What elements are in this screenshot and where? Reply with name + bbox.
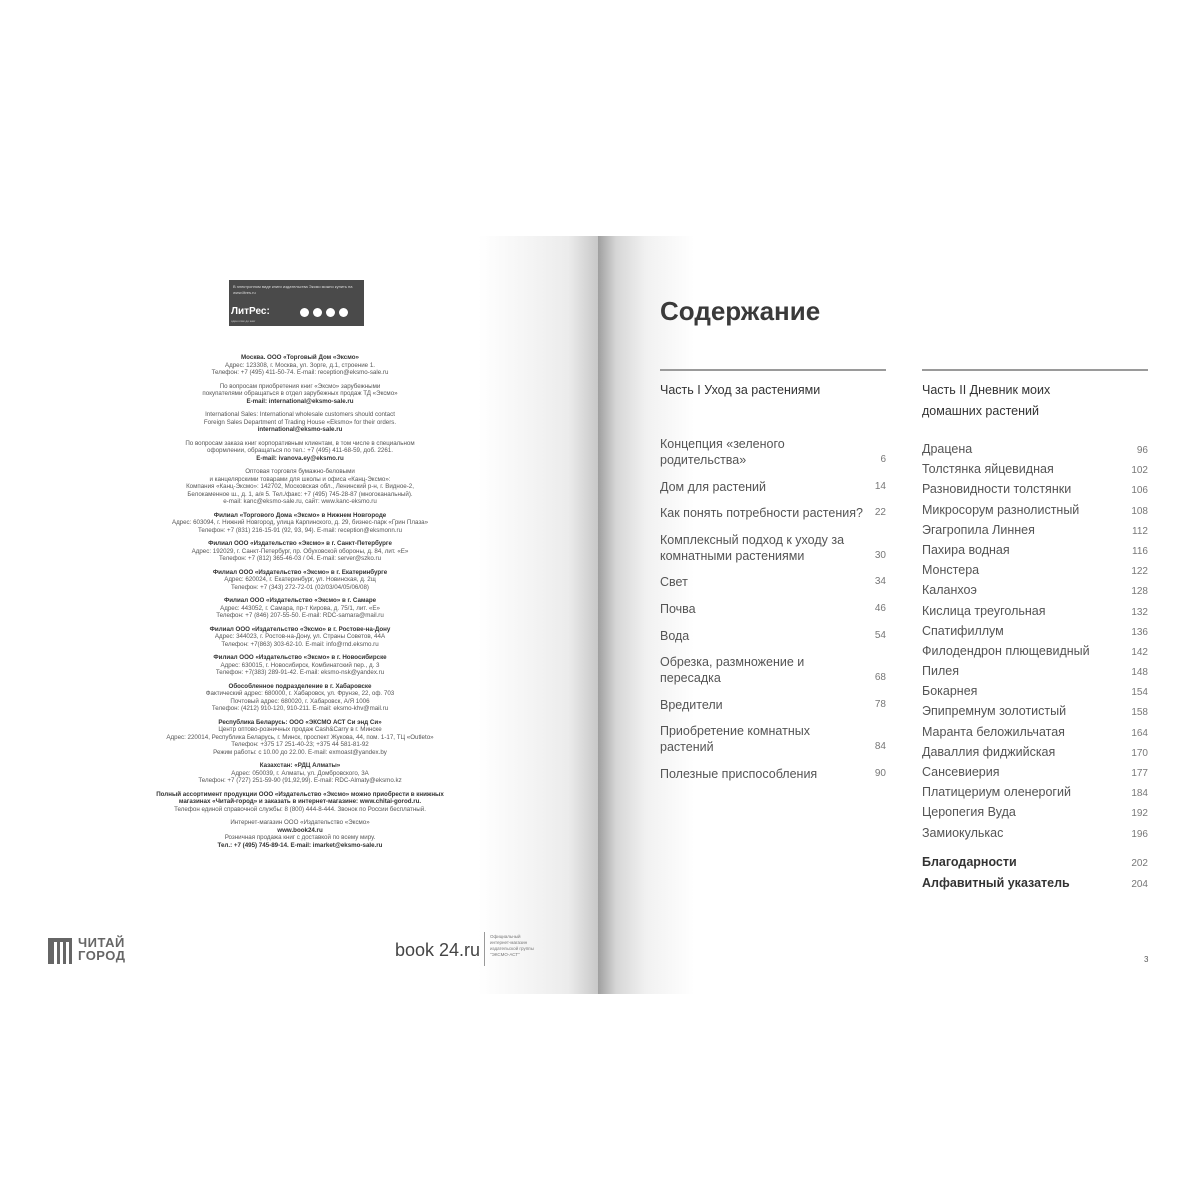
toc-entry: [922, 461, 1148, 481]
toc-entry-title: Толстянка яйцевидная: [922, 462, 1054, 477]
toc-entry: [922, 875, 1148, 896]
imprint-line: Москва. ООО «Торговый Дом «Эксмо»: [241, 354, 359, 361]
imprint-line: Телефон: +7 (812) 365-46-03 / 04. E-mail: server@szko.ru: [218, 555, 382, 562]
toc-entry-title: Микросорум разнолистный: [922, 502, 1080, 517]
toc-entry-title: Полезные приспособления: [660, 766, 818, 781]
toc-entry-title: Приобретение комнатных растений: [660, 724, 810, 755]
imprint-line: Тел.: +7 (495) 745-89-14. E-mail: imarket@eksmo-sale.ru: [217, 841, 383, 849]
imprint-line: E-mail: ivanova.ey@eksmo.ru: [256, 454, 344, 462]
toc-entry: [922, 784, 1148, 804]
toc-entry-title: Пахира водная: [922, 542, 1010, 557]
page-number: 3: [1144, 955, 1149, 964]
litres-logo: ЛитРес:: [231, 306, 270, 317]
toc-entry: [922, 643, 1148, 663]
toc-entry: [660, 532, 886, 564]
imprint-line: Адрес: 603094, г. Нижний Новгород, улица Карпинского, д. 29, бизнес-парк «Грин Плаза»: [171, 519, 429, 526]
imprint-line: Адрес: 630015, г. Новосибирск, Комбинатский пер., д. 3: [220, 661, 380, 669]
toc-entry: [660, 766, 886, 782]
toc-entry-page: 84: [874, 741, 886, 753]
toc-entry-title: Дом для растений: [660, 479, 767, 494]
imprint-line: E-mail: international@eksmo-sale.ru: [246, 397, 354, 405]
toc-entry: [660, 479, 886, 495]
toc-entry-title: Спатифиллум: [922, 623, 1004, 638]
toc-entry: [660, 723, 886, 755]
toc-entry: [922, 764, 1148, 784]
left-page: [0, 236, 598, 994]
toc-title: Содержание: [660, 296, 821, 326]
toc-entry-page: 204: [1131, 879, 1148, 890]
toc-entry-title: Замиокулькас: [922, 825, 1004, 840]
imprint-line: Интернет-магазин ООО «Издательство «Эксмо»: [230, 819, 370, 826]
toc-entry-page: 34: [874, 576, 886, 588]
toc-entry-page: 102: [1131, 465, 1148, 477]
toc-entry-title: Эпипремнум золотистый: [922, 704, 1067, 719]
toc-entry-page: 170: [1131, 747, 1148, 759]
toc-entry-page: 54: [874, 629, 886, 641]
toc-entry: [660, 574, 886, 590]
imprint-line: Филиал ООО «Издательство «Эксмо» в г. Самаре: [223, 597, 377, 604]
toc-entry-page: 148: [1131, 667, 1148, 679]
toc-entry-page: 192: [1131, 808, 1148, 820]
toc-entry-page: 112: [1132, 525, 1148, 537]
part2-rule: [922, 369, 1148, 371]
imprint-line: Телефон: +7(863) 303-62-10. E-mail: info@rnd.eksmo.ru: [221, 640, 379, 648]
toc-entry-title: Даваллия фиджийская: [922, 744, 1056, 759]
toc-entry: [660, 697, 886, 713]
imprint-line: По вопросам приобретения книг «Эксмо» зарубежными: [219, 382, 381, 390]
toc-entry-page: 106: [1131, 485, 1148, 497]
toc-entry: [922, 441, 1148, 461]
part2-title: Часть II Дневник моих домашних растений: [922, 383, 1051, 418]
imprint-line: Телефон единой справочной службы: 8 (800) 444-8-444. Звонок по России бесплатный.: [174, 805, 426, 813]
toc-entry-title: Монстера: [922, 563, 980, 578]
imprint-line: Полный ассортимент продукции ООО «Издательство «Эксмо» можно приобрести в книжных: [156, 790, 444, 798]
imprint-line: Телефон: +7 (343) 272-72-01 (02/03/04/05/06/08): [231, 583, 369, 591]
toc-entry: [922, 663, 1148, 683]
toc-entry-title: Маранта беложильчатая: [922, 724, 1065, 739]
imprint-line: Филиал ООО «Издательство «Эксмо» в г. Екатеринбурге: [212, 568, 388, 576]
toc-entry-page: 68: [874, 672, 886, 684]
imprint-line: Режим работы: с 10.00 до 22.00. E-mail: exmoast@yandex.by: [213, 748, 387, 756]
imprint-line: Фактический адрес: 680000, г. Хабаровск, ул. Фрунзе, 22, оф. 703: [205, 690, 395, 697]
toc-entry-title: Платицериум оленерогий: [922, 785, 1071, 800]
imprint-line: Адрес: 192029, г. Санкт-Петербург, пр. Обуховской обороны, д. 84, лит. «Е»: [191, 547, 409, 555]
toc-entry-page: 202: [1131, 858, 1148, 869]
toc-entry: [922, 502, 1148, 522]
toc-entry: [922, 603, 1148, 623]
toc-entry: [922, 542, 1148, 562]
imprint-line: international@eksmo-sale.ru: [257, 426, 343, 433]
toc-entry-page: 196: [1131, 828, 1148, 840]
imprint-line: Foreign Sales Department of Trading House «Eksmo» for their orders.: [203, 418, 397, 426]
toc-entry-page: 30: [874, 549, 886, 561]
android-icon: [313, 308, 322, 317]
imprint-line: Филиал «Торгового Дома «Эксмо» в Нижнем Новгороде: [213, 511, 387, 519]
imprint-line: Розничная продажа книг с доставкой по всему миру.: [224, 834, 376, 841]
toc-entry-title: Свет: [660, 575, 688, 590]
imprint-line: Адрес: 220014, Республика Беларусь, г. Минск, проспект Жукова, 44, пом. 1-17, ТЦ «Outleto»: [166, 733, 434, 741]
publisher-imprint: [150, 354, 450, 849]
toc-entry-title: Вода: [660, 628, 690, 643]
toc-entry: [922, 703, 1148, 723]
toc-entry-page: 142: [1131, 646, 1148, 658]
imprint-line: Телефон: +7 (727) 251-59-90 (91,92,99). E-mail: RDC-Almaty@eksmo.kz: [198, 777, 402, 784]
toc-entry-title: Кислица треугольная: [922, 603, 1046, 618]
imprint-line: оформлении, обращаться по тел.: +7 (495) 411-68-59, доб. 2261.: [207, 447, 393, 454]
book-icon: [48, 938, 72, 964]
toc-entry-page: 22: [874, 507, 886, 519]
imprint-line: Адрес: 123308, г. Москва, ул. Зорге, д.1, строение 1.: [224, 361, 376, 369]
apple-icon: [300, 308, 309, 317]
imprint-line: Телефон: +7 (831) 216-15-91 (92, 93, 94). E-mail: reception@eksmonn.ru: [197, 526, 403, 534]
imprint-line: покупателями обращаться в отдел зарубежных продаж ТД «Эксмо»: [202, 390, 398, 397]
toc-entry-title: Почва: [660, 601, 696, 616]
part2-toc-list: [922, 441, 1148, 845]
litres-logo-sub: один клик до книг: [231, 319, 256, 323]
toc-entry-title: Как понять потребности растения?: [660, 506, 863, 521]
toc-entry: [922, 522, 1148, 542]
toc-entry-page: 136: [1131, 626, 1148, 638]
chitai-logo-line2: ГОРОД: [78, 948, 126, 963]
toc-entry-page: 158: [1131, 707, 1148, 719]
toc-entry: [922, 582, 1148, 602]
toc-entry: [922, 724, 1148, 744]
imprint-line: e-mail: kanc@eksmo-sale.ru, сайт: www.kanc-eksmo.ru: [223, 498, 377, 505]
imprint-line: Адрес: 344023, г. Ростов-на-Дону, ул. Страны Советов, 44А: [214, 633, 386, 640]
windows-icon: [339, 308, 348, 317]
imprint-line: Адрес: 443052, г. Самара, пр-т Кирова, д. 75/1, лит. «Е»: [220, 604, 380, 612]
toc-entry: [660, 505, 886, 521]
toc-entry-page: 116: [1132, 545, 1148, 557]
toc-entry-page: 164: [1131, 727, 1148, 739]
toc-entry-page: 108: [1131, 505, 1148, 517]
imprint-line: Республика Беларусь: ООО «ЭКСМО АСТ Си энд Си»: [218, 718, 382, 726]
book24-note: Официальный интернет-магазин издательской группы "ЭКСМО-АСТ": [490, 934, 534, 957]
toc-entry: [922, 825, 1148, 845]
imprint-line: Оптовая торговля бумажно-беловыми: [245, 468, 355, 475]
toc-entry: [660, 654, 886, 686]
toc-entry-title: Обрезка, размножение и пересадка: [660, 655, 805, 686]
imprint-line: Телефон: +7 (495) 411-50-74. E-mail: reception@eksmo-sale.ru: [211, 369, 389, 376]
divider: [484, 932, 485, 966]
toc-entry: [922, 481, 1148, 501]
imprint-line: Адрес: 620024, г. Екатеринбург, ул. Новинская, д. 2щ: [224, 576, 376, 583]
toc-entry-page: 177: [1131, 768, 1148, 779]
imprint-line: По вопросам заказа книг корпоративным клиентам, в том числе в специальном: [185, 439, 415, 447]
toc-entry-title: Благодарности: [922, 855, 1017, 869]
toc-entry-title: Каланхоэ: [922, 583, 977, 598]
extras-toc-list: [922, 854, 1148, 896]
chitai-logo-line1: ЧИТАЙ: [78, 935, 125, 950]
right-page: [598, 236, 1200, 994]
toc-entry-title: Комплексный подход к уходу за комнатными растениями: [660, 532, 845, 563]
toc-entry-title: Пилея: [922, 664, 959, 679]
toc-entry-page: 128: [1131, 586, 1148, 598]
imprint-line: и канцелярскими товарами для школы и офиса «Канц-Эксмо»:: [209, 475, 391, 483]
imprint-line: Телефон: +7(383) 289-91-42. E-mail: eksmo-nsk@yandex.ru: [215, 669, 385, 676]
imprint-line: Казахстан: «РДЦ Алматы»: [259, 762, 341, 769]
imprint-line: Филиал ООО «Издательство «Эксмо» в г. Санкт-Петербурге: [208, 540, 392, 547]
toc-entry-title: Церопегия Вуда: [922, 805, 1016, 820]
toc-entry-title: Концепция «зеленого родительства»: [660, 437, 785, 467]
toc-entry-title: Разновидности толстянки: [922, 482, 1072, 497]
imprint-line: Телефон: (4212) 910-120, 910-211. E-mail: eksmo-khv@mail.ru: [211, 705, 389, 712]
toc-entry-page: 90: [874, 767, 886, 779]
part1-rule: [660, 369, 886, 371]
toc-entry-title: Драцена: [922, 442, 973, 456]
part1-toc-list: [660, 436, 886, 793]
imprint-line: International Sales: International wholesale customers should contact: [205, 411, 395, 418]
toc-entry-title: Бокарнея: [922, 684, 978, 699]
imprint-line: магазинах «Читай-город» и заказать в интернет-магазине: www.chitai-gorod.ru.: [178, 798, 422, 805]
toc-entry-title: Филодендрон плющевидный: [922, 643, 1090, 658]
imprint-line: Центр оптово-розничных продаж Cash&Carry в г. Минске: [218, 726, 382, 733]
toc-entry-title: Сансевиерия: [922, 765, 1000, 779]
toc-entry-title: Эгагропила Линнея: [922, 522, 1035, 537]
web-icon: [326, 308, 335, 317]
imprint-line: Филиал ООО «Издательство «Эксмо» в г. Ростове-на-Дону: [209, 625, 391, 633]
toc-entry: [922, 744, 1148, 764]
toc-entry: [922, 854, 1148, 875]
toc-entry-page: 122: [1131, 566, 1148, 578]
toc-entry-page: 78: [874, 698, 886, 710]
toc-entry-page: 14: [874, 480, 886, 492]
toc-entry: [660, 601, 886, 617]
imprint-line: Обособленное подразделение в г. Хабаровске: [228, 682, 372, 690]
toc-entry-page: 96: [1136, 445, 1148, 456]
toc-entry: [922, 623, 1148, 643]
imprint-line: Белокаменное ш., д. 1, а/я 5. Тел./факс: +7 (495) 745-28-87 (многоканальный).: [187, 490, 413, 498]
toc-entry: [922, 683, 1148, 703]
toc-entry-title: Вредители: [660, 697, 723, 712]
toc-entry-title: Алфавитный указатель: [922, 876, 1070, 890]
imprint-line: Почтовый адрес: 680020, г. Хабаровск, А/Я 1006: [230, 697, 370, 705]
book-spread: [0, 236, 1200, 994]
platform-icons: [300, 308, 348, 317]
imprint-line: Телефон: +375 17 251-40-23; +375 44 581-81-92: [231, 741, 369, 748]
imprint-line: www.book24.ru: [277, 826, 323, 834]
litres-banner-text: В электронном виде книги издательства Эксмо можно купить на www.litres.ru: [233, 284, 353, 295]
part1-title: Часть I Уход за растениями: [660, 383, 821, 397]
toc-entry-page: 154: [1131, 687, 1148, 699]
toc-entry-page: 46: [874, 602, 886, 614]
toc-entry: [660, 628, 886, 644]
book24-logo: book 24.ru: [395, 940, 481, 960]
imprint-line: Филиал ООО «Издательство «Эксмо» в г. Новосибирске: [213, 654, 387, 661]
imprint-line: Компания «Канц-Эксмо»: 142702, Московская обл., Ленинский р-н, г. Видное-2,: [186, 483, 414, 490]
toc-entry-page: 6: [880, 454, 886, 465]
toc-entry-page: 132: [1131, 606, 1148, 618]
imprint-line: Адрес: 050039, г. Алматы, ул. Домбровского, 3А: [231, 769, 369, 777]
toc-entry-page: 184: [1131, 788, 1148, 800]
toc-entry: [660, 436, 886, 468]
toc-entry: [922, 804, 1148, 824]
imprint-line: Телефон: +7 (846) 207-55-50. E-mail: RDC-samara@mail.ru: [216, 612, 384, 619]
toc-entry: [922, 562, 1148, 582]
